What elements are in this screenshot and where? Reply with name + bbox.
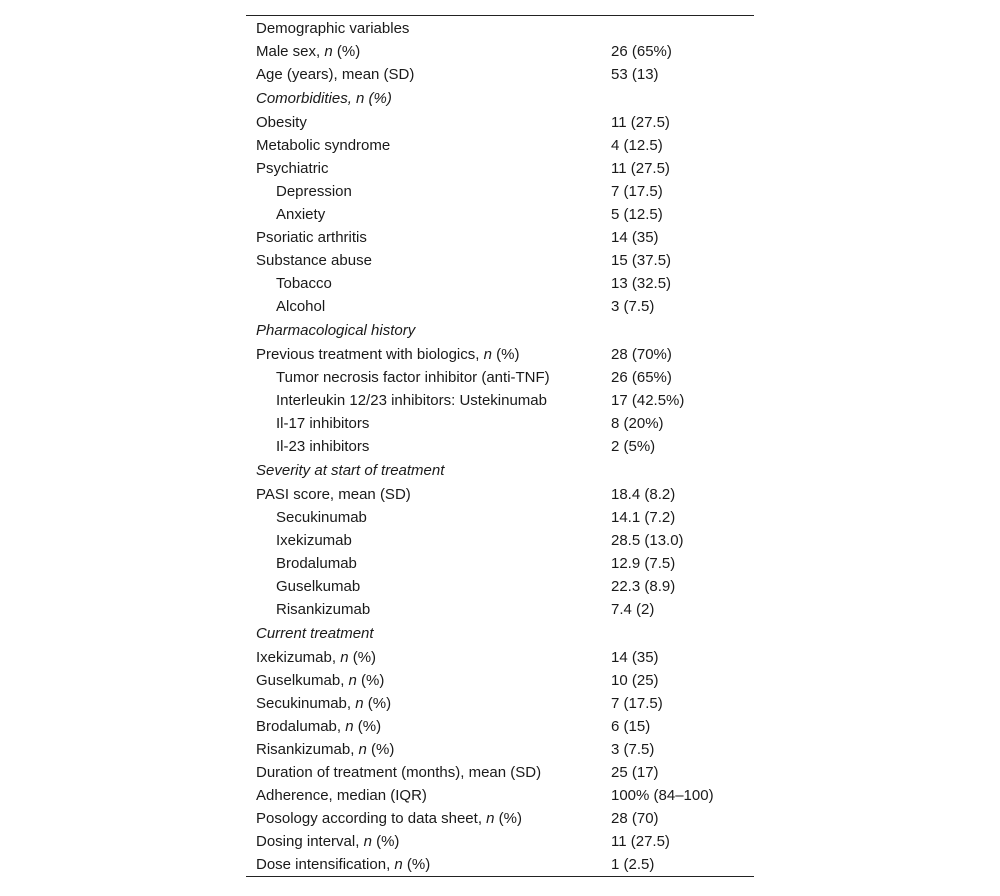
table-row-pasi-risankizumab: [246, 598, 754, 621]
table-row-psoriatic-arthritis: [246, 226, 754, 249]
row-label: Risankizumab: [276, 601, 371, 618]
table-row-metabolic-syndrome: [246, 134, 754, 157]
row-value: 6 (15): [611, 718, 651, 735]
row-label: Il-23 inhibitors: [276, 438, 370, 455]
row-label: Psoriatic arthritis: [256, 229, 367, 246]
table-row-pasi-guselkumab: [246, 575, 754, 598]
row-value: 5 (12.5): [611, 206, 663, 223]
row-label: Il-17 inhibitors: [276, 415, 370, 432]
row-label: Metabolic syndrome: [256, 137, 391, 154]
row-value: 12.9 (7.5): [611, 555, 676, 572]
row-value: 53 (13): [611, 66, 659, 83]
row-label: Brodalumab, n (%): [256, 718, 382, 735]
row-label: Dose intensification, n (%): [256, 856, 431, 873]
row-label: Depression: [276, 183, 352, 200]
table-row-current-guselkumab: [246, 669, 754, 692]
table-row-anti-tnf: [246, 366, 754, 389]
section-label: Severity at start of treatment: [256, 462, 445, 479]
row-value: 7.4 (2): [611, 601, 655, 618]
section-label: Current treatment: [256, 625, 374, 642]
table-row-il17: [246, 412, 754, 435]
row-value: 14.1 (7.2): [611, 509, 676, 526]
row-value: 100% (84–100): [611, 787, 714, 804]
table-row-current-risankizumab: [246, 738, 754, 761]
row-label: Psychiatric: [256, 160, 329, 177]
row-label: Secukinumab, n (%): [256, 695, 392, 712]
table-row-male-sex: [246, 40, 754, 63]
row-label: Adherence, median (IQR): [256, 787, 427, 804]
table-row-current-secukinumab: [246, 692, 754, 715]
table-row-pasi-secukinumab: [246, 506, 754, 529]
table-row-pasi-ixekizumab: [246, 529, 754, 552]
table-row-alcohol: [246, 295, 754, 318]
table-row-age: [246, 63, 754, 86]
row-label: Brodalumab: [276, 555, 357, 572]
row-value: 1 (2.5): [611, 856, 655, 873]
table-row-demographic-variables: [246, 17, 754, 40]
row-value: 28 (70%): [611, 346, 672, 363]
table-row-previous-biologics: [246, 343, 754, 366]
row-value: 2 (5%): [611, 438, 656, 455]
table-row-current-ixekizumab: [246, 646, 754, 669]
row-value: 11 (27.5): [611, 833, 670, 850]
table-row-adherence: [246, 784, 754, 807]
row-value: 15 (37.5): [611, 252, 672, 269]
table-row-tobacco: [246, 272, 754, 295]
row-label: Dosing interval, n (%): [256, 833, 400, 850]
section-header-severity: [246, 458, 754, 483]
row-label: Guselkumab: [276, 578, 361, 595]
row-value: 26 (65%): [611, 43, 672, 60]
row-value: 17 (42.5%): [611, 392, 685, 409]
row-value: 18.4 (8.2): [611, 486, 676, 503]
row-value: 26 (65%): [611, 369, 672, 386]
table-row-il23: [246, 435, 754, 458]
table-row-psychiatric: [246, 157, 754, 180]
row-label: Duration of treatment (months), mean (SD): [256, 764, 542, 781]
table-row-depression: [246, 180, 754, 203]
table-row-dosing-interval: [246, 830, 754, 853]
row-label: Ixekizumab, n (%): [256, 649, 377, 666]
table-row-dose-intensification: [246, 853, 754, 876]
table-row-substance-abuse: [246, 249, 754, 272]
row-value: 7 (17.5): [611, 695, 663, 712]
row-value: 8 (20%): [611, 415, 664, 432]
row-label: Tobacco: [276, 275, 332, 292]
section-header-current-treatment: [246, 621, 754, 646]
row-value: 11 (27.5): [611, 114, 670, 131]
row-label: Previous treatment with biologics, n (%): [256, 346, 520, 363]
section-label: Comorbidities, n (%): [256, 90, 392, 107]
section-header-pharmacological-history: [246, 318, 754, 343]
row-label: Guselkumab, n (%): [256, 672, 385, 689]
row-value: 11 (27.5): [611, 160, 670, 177]
table-row-obesity: [246, 111, 754, 134]
row-value: 4 (12.5): [611, 137, 663, 154]
row-label: Tumor necrosis factor inhibitor (anti-TNF): [276, 369, 550, 386]
row-value: 28 (70): [611, 810, 659, 827]
table-row-current-brodalumab: [246, 715, 754, 738]
row-label: Risankizumab, n (%): [256, 741, 395, 758]
table-row-posology: [246, 807, 754, 830]
row-value: 7 (17.5): [611, 183, 663, 200]
row-value: 13 (32.5): [611, 275, 672, 292]
row-label: Anxiety: [276, 206, 326, 223]
row-label: Ixekizumab: [276, 532, 352, 549]
row-label: Substance abuse: [256, 252, 372, 269]
row-value: 22.3 (8.9): [611, 578, 676, 595]
row-label: Secukinumab: [276, 509, 367, 526]
row-value: 3 (7.5): [611, 741, 655, 758]
row-value: 25 (17): [611, 764, 659, 781]
table-row-anxiety: [246, 203, 754, 226]
table-row-duration: [246, 761, 754, 784]
patient-characteristics-table: [246, 15, 754, 877]
table-row-pasi-brodalumab: [246, 552, 754, 575]
row-label: Posology according to data sheet, n (%): [256, 810, 522, 827]
row-label: PASI score, mean (SD): [256, 486, 411, 503]
row-label: Male sex, n (%): [256, 43, 361, 60]
section-label: Pharmacological history: [256, 322, 416, 339]
row-value: 10 (25): [611, 672, 659, 689]
table-row-il12-23: [246, 389, 754, 412]
row-label: Alcohol: [276, 298, 326, 315]
row-value: 14 (35): [611, 649, 659, 666]
row-value: 28.5 (13.0): [611, 532, 684, 549]
row-value: 14 (35): [611, 229, 659, 246]
row-label: Interleukin 12/23 inhibitors: Ustekinumab: [276, 392, 547, 409]
row-label: Obesity: [256, 114, 307, 131]
row-label: Demographic variables: [256, 20, 410, 37]
table-row-pasi-score: [246, 483, 754, 506]
section-header-comorbidities: [246, 86, 754, 111]
row-label: Age (years), mean (SD): [256, 66, 415, 83]
row-value: 3 (7.5): [611, 298, 655, 315]
